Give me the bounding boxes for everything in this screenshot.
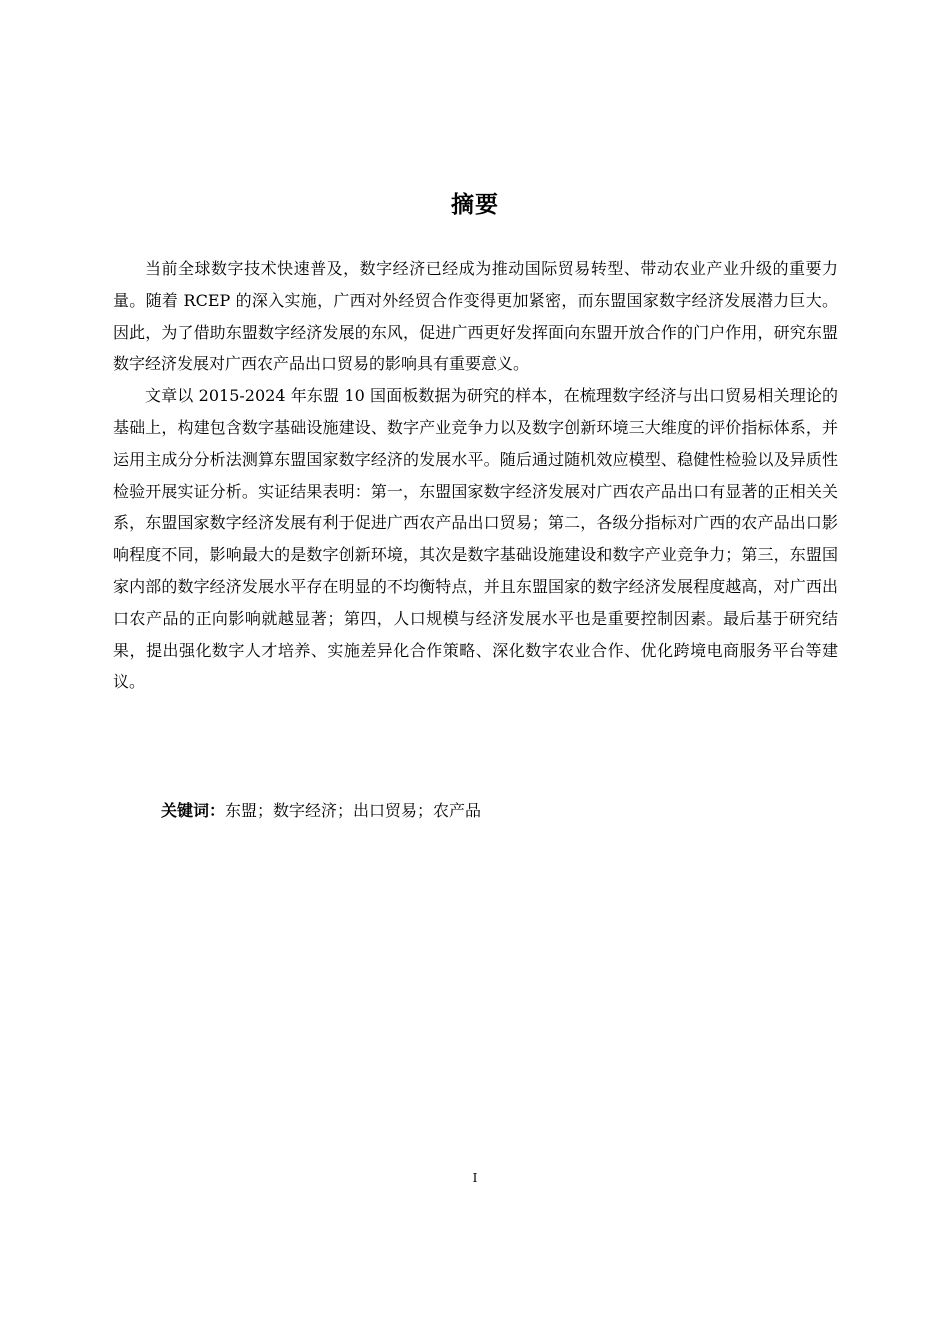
keywords-label: 关键词：: [161, 801, 226, 820]
keywords-line: [161, 796, 841, 826]
page-number: I: [472, 1171, 478, 1185]
abstract-paragraph-1: 当前全球数字技术快速普及，数字经济已经成为推动国际贸易转型、带动农业产业升级的重要力量。随着 RCEP 的深入实施，广西对外经贸合作变得更加紧密，而东盟国家数字经济发展潜力巨大。因此，为了借助东盟数字经济发展的东风，促进广西更好发挥面向东盟开放合作的门户作用，研究东盟数字经济发展对广西农产品出口贸易的影响具有重要意义。: [113, 259, 838, 374]
abstract-paragraph-2: 文章以 2015-2024 年东盟 10 国面板数据为研究的样本，在梳理数字经济与出口贸易相关理论的基础上，构建包含数字基础设施建设、数字产业竞争力以及数字创新环境三大维度的评价指标体系，并运用主成分分析法测算东盟国家数字经济的发展水平。随后通过随机效应模型、稳健性检验以及异质性检验开展实证分析。实证结果表明：第一，东盟国家数字经济发展对广西农产品出口有显著的正相关关系，东盟国家数字经济发展有利于促进广西农产品出口贸易；第二，各级分指标对广西的农产品出口影响程度不同，影响最大的是数字创新环境，其次是数字基础设施建设和数字产业竞争力；第三，东盟国家内部的数字经济发展水平存在明显的不均衡特点，并且东盟国家的数字经济发展程度越高，对广西出口农产品的正向影响就越显著；第四，人口规模与经济发展水平也是重要控制因素。最后基于研究结果，提出强化数字人才培养、实施差异化合作策略、深化数字农业合作、优化跨境电商服务平台等建议。: [113, 386, 838, 692]
keywords-value: 东盟；数字经济；出口贸易；农产品: [225, 801, 482, 820]
abstract-title: 摘要: [451, 192, 499, 218]
abstract-body: [113, 253, 838, 698]
